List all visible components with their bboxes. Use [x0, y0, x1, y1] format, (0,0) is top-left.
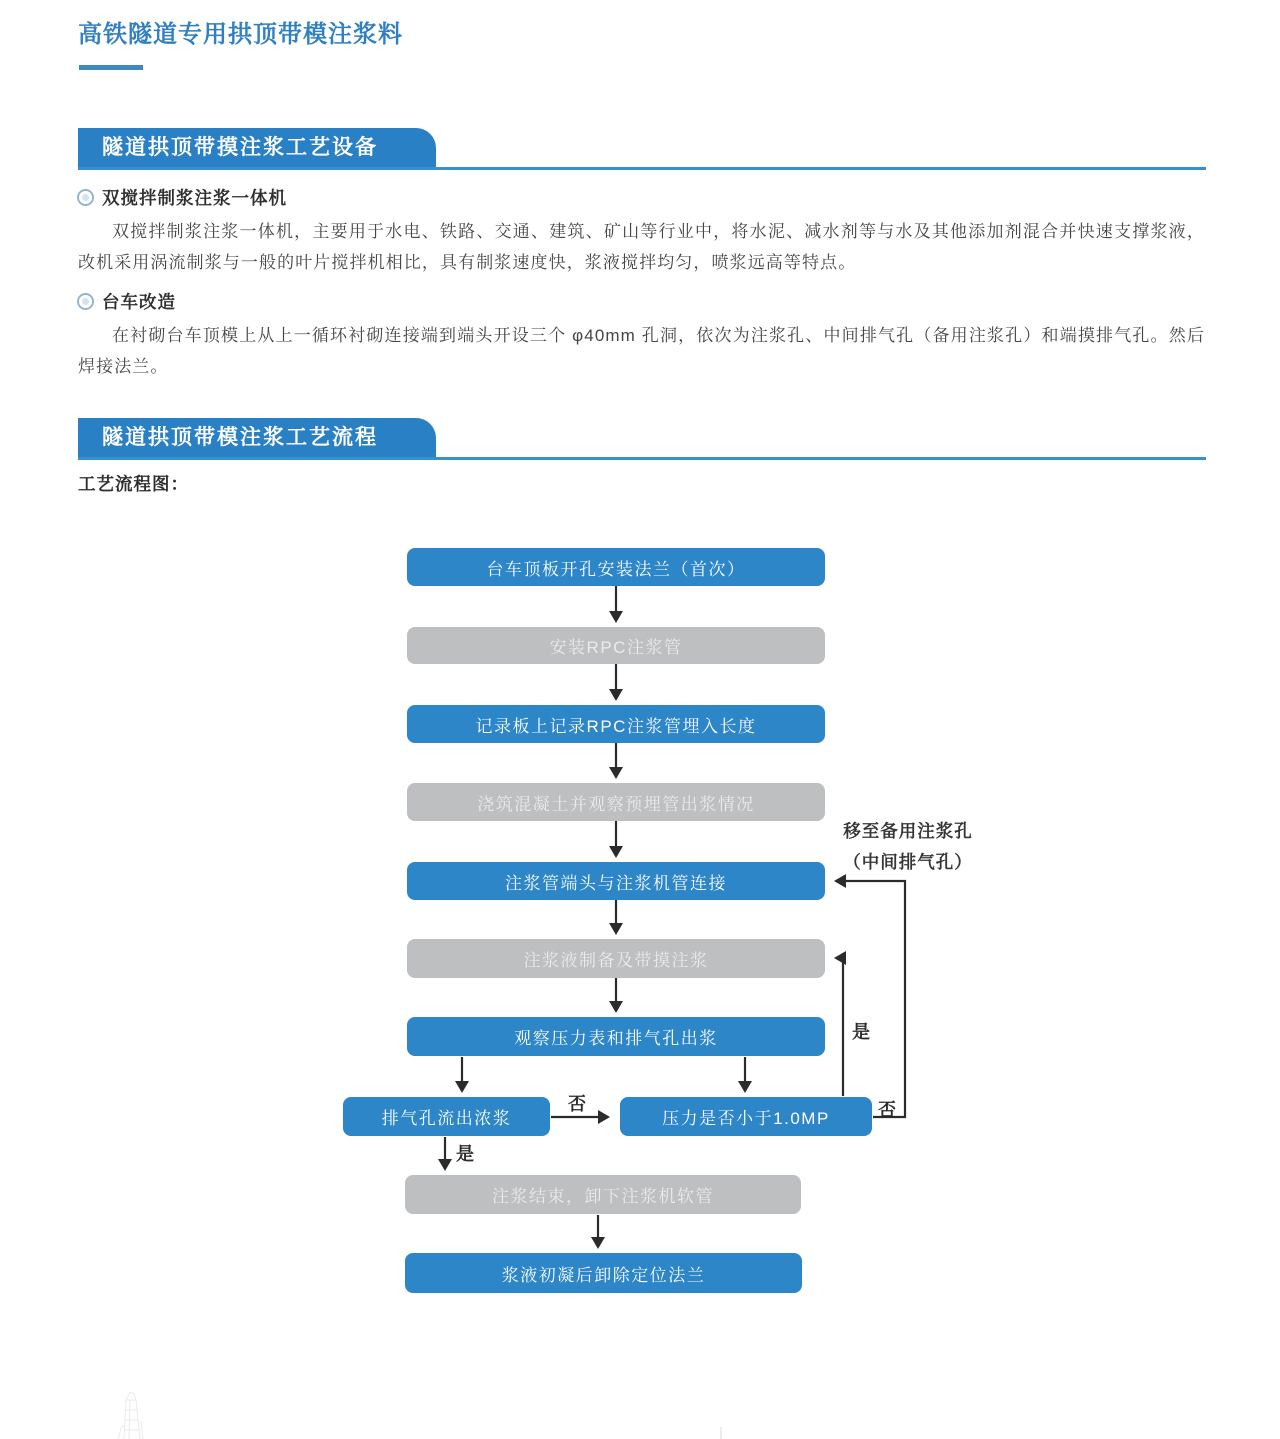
page-title: 高铁隧道专用拱顶带模注浆料 — [78, 21, 403, 48]
flow-label-feedback-yes: 是 — [852, 1022, 871, 1042]
item-body: 双搅拌制浆注浆一体机，主要用于水电、铁路、交通、建筑、矿山等行业中，将水泥、减水剂等与水及其他添加剂混合并快速支撑浆液，改机采用涡流制浆与一般的叶片搅拌机相比，具有制浆速度快，浆液搅拌均匀，喷浆远高等特点。 — [78, 222, 1205, 272]
feedback-no-line — [836, 881, 905, 1117]
flow-label-feedback-no: 否 — [878, 1100, 897, 1120]
equipment-item-1-heading-row — [79, 185, 287, 210]
flowchart — [0, 540, 1280, 1330]
watermark-mark — [720, 1427, 722, 1439]
equipment-item-2-heading-row — [79, 289, 176, 314]
flow-label-no: 否 — [568, 1094, 587, 1114]
flow-step-pour-concrete: 浇筑混凝土并观察预埋管出浆情况 — [407, 783, 825, 821]
section-banner-equipment: 隧道拱顶带摸注浆工艺设备 — [78, 128, 436, 167]
title-underline — [79, 65, 143, 70]
flow-annotation-line1: 移至备用注浆孔 — [843, 821, 973, 841]
flow-step-connect-pipe: 注浆管端头与注浆机管连接 — [407, 862, 825, 900]
item-body: 在衬砌台车顶模上从上一循环衬砌连接端到端头开设三个 φ40mm 孔洞，依次为注浆孔、中间排气孔（备用注浆孔）和端摸排气孔。然后焊接法兰。 — [78, 326, 1205, 376]
ring-bullet-icon — [79, 191, 92, 204]
item-heading: 台车改造 — [102, 292, 176, 312]
flow-annotation-line2: （中间排气孔） — [843, 852, 973, 872]
flow-step-prepare-grout: 注浆液制备及带摸注浆 — [407, 939, 825, 978]
flow-step-pressure-check: 压力是否小于1.0MP — [620, 1097, 872, 1136]
flow-step-end-grouting: 注浆结束，卸下注浆机软管 — [405, 1175, 801, 1214]
flow-step-observe-gauge: 观察压力表和排气孔出浆 — [407, 1017, 825, 1056]
ring-bullet-icon — [79, 295, 92, 308]
building-watermark-icon — [96, 1386, 176, 1439]
flow-step-remove-flange: 浆液初凝后卸除定位法兰 — [405, 1253, 802, 1293]
section-header-equipment — [78, 128, 1206, 170]
flow-diagram-label: 工艺流程图： — [78, 474, 189, 494]
section-header-process — [78, 418, 1206, 460]
flow-label-yes: 是 — [456, 1144, 475, 1164]
item-heading: 双搅拌制浆注浆一体机 — [102, 188, 287, 208]
flow-step-vent-thick: 排气孔流出浓浆 — [343, 1097, 550, 1136]
flow-step-install-rpc: 安装RPC注浆管 — [407, 627, 825, 664]
flow-step-drill-flange: 台车顶板开孔安装法兰（首次） — [407, 548, 825, 586]
feedback-yes-line — [836, 958, 843, 1096]
flow-annotation — [779, 816, 1037, 878]
flow-step-record-length: 记录板上记录RPC注浆管埋入长度 — [407, 705, 825, 743]
section-banner-process: 隧道拱顶带模注浆工艺流程 — [78, 418, 436, 457]
